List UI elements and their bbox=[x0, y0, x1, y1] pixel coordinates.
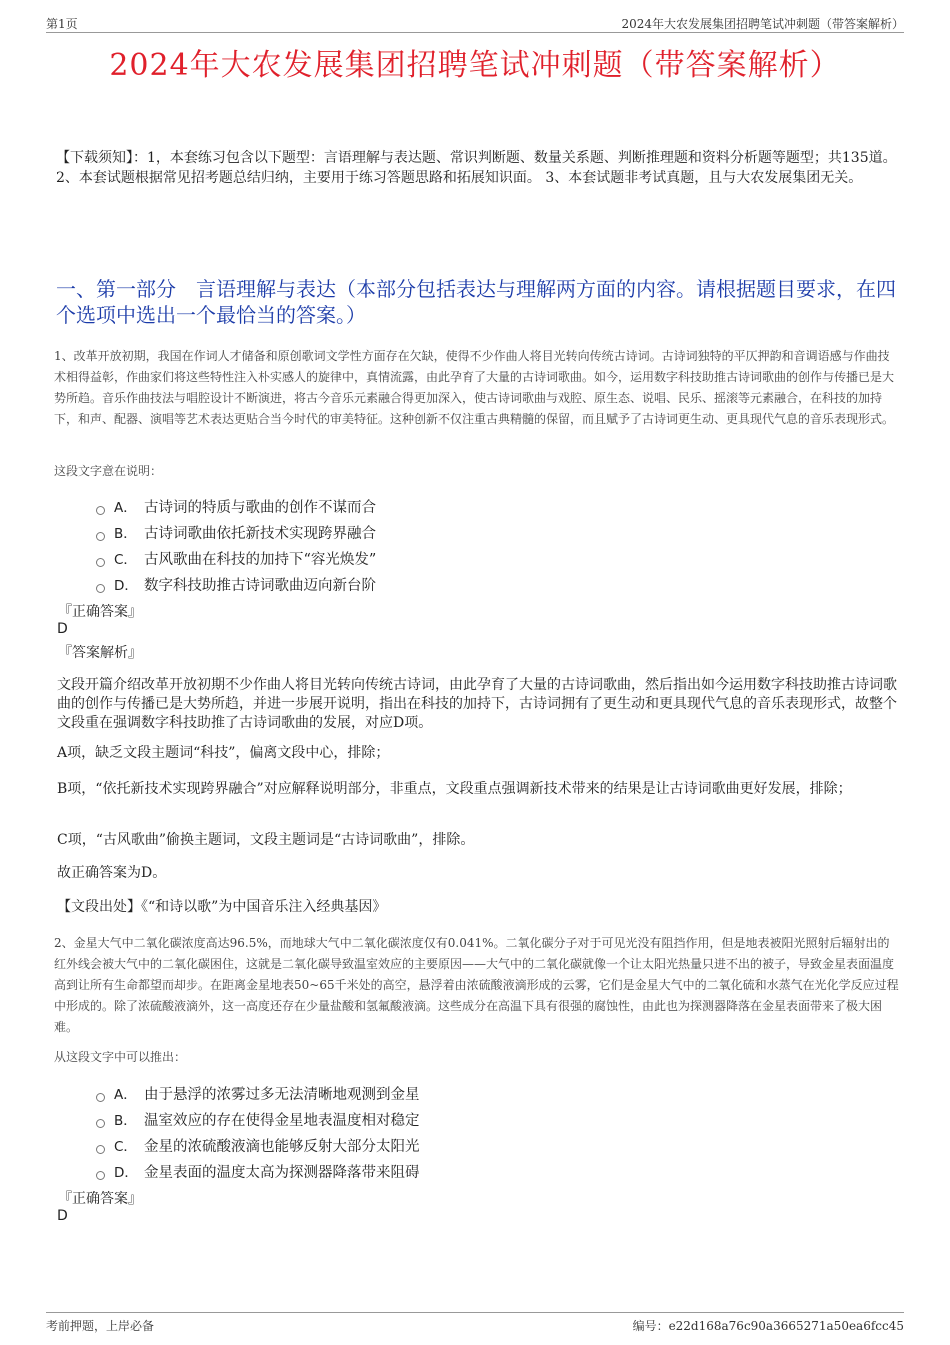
radio-icon[interactable] bbox=[96, 1093, 105, 1102]
option-b[interactable] bbox=[96, 1106, 420, 1132]
option-c[interactable] bbox=[96, 545, 376, 571]
analysis-paragraph: B项，“依托新技术实现跨界融合”对应解释说明部分，非重点，文段重点强调新技术带来的结果是让古诗词歌曲更好发展，排除； bbox=[57, 781, 852, 797]
option-letter: A． bbox=[114, 1087, 137, 1103]
option-letter: D． bbox=[114, 578, 138, 594]
option-text: 古诗词的特质与歌曲的创作不谋而合 bbox=[144, 499, 376, 516]
radio-icon[interactable] bbox=[96, 1171, 105, 1180]
analysis-paragraph: C项，“古风歌曲”偷换主题词，文段主题词是“古诗词歌曲”，排除。 bbox=[57, 832, 475, 848]
option-letter: B． bbox=[114, 1113, 137, 1129]
radio-icon[interactable] bbox=[96, 532, 105, 541]
header-doc-title: 2024年大农发展集团招聘笔试冲刺题（带答案解析） bbox=[621, 17, 904, 31]
page-footer bbox=[46, 1312, 904, 1337]
option-text: 金星的浓硫酸液滴也能够反射大部分太阳光 bbox=[144, 1138, 420, 1155]
option-text: 金星表面的温度太高为探测器降落带来阻碍 bbox=[144, 1164, 420, 1181]
option-d[interactable] bbox=[96, 1158, 420, 1184]
page-number: 第1页 bbox=[46, 17, 78, 31]
answer-label: 『正确答案』 bbox=[58, 604, 142, 620]
answer-value: D bbox=[57, 1208, 68, 1224]
option-letter: C． bbox=[114, 552, 137, 568]
option-text: 古诗词歌曲依托新技术实现跨界融合 bbox=[144, 525, 376, 542]
section-title: 一、第一部分 言语理解与表达（本部分包括表达与理解两方面的内容。请根据题目要求，在四个选项中选出一个最恰当的答案。） bbox=[56, 277, 896, 327]
analysis-paragraph: A项，缺乏文段主题词“科技”，偏离文段中心，排除； bbox=[57, 745, 390, 761]
radio-icon[interactable] bbox=[96, 1119, 105, 1128]
option-text: 由于悬浮的浓雾过多无法清晰地观测到金星 bbox=[144, 1086, 420, 1103]
answer-label: 『正确答案』 bbox=[58, 1191, 142, 1207]
option-text: 数字科技助推古诗词歌曲迈向新台阶 bbox=[144, 577, 376, 594]
option-text: 温室效应的存在使得金星地表温度相对稳定 bbox=[144, 1112, 420, 1129]
analysis-paragraph: 故正确答案为D。 bbox=[57, 865, 167, 881]
question-1-text: 1、改革开放初期，我国在作词人才储备和原创歌词文学性方面存在欠缺，使得不少作曲人将目光转向传统古诗词。古诗词独特的平仄押韵和音调语感与作曲技术相得益彰，作曲家们将这些特性注入朴实感人的旋律中，真情流露，由此孕育了大量的古诗词歌曲。如今，运用数字科技助推古诗词歌曲的创作与传播已是大势所趋。音乐作曲技法与唱腔设计不断演进，将古今音乐元素融合得更加深入，使古诗词歌曲与戏腔、原生态、说唱、民乐、摇滚等元素融合，在科技的加持下，和声、配器、演唱等艺术表达更贴合当今时代的审美特征。这种创新不仅注重古典精髓的保留，而且赋予了古诗词更生动、更具现代气息的音乐表现形式。 bbox=[54, 349, 895, 426]
question-1-prompt: 这段文字意在说明： bbox=[54, 464, 163, 478]
question-1-options bbox=[96, 493, 376, 597]
question-2-options bbox=[96, 1080, 420, 1184]
source-note: 【文段出处】《“和诗以歌”为中国音乐注入经典基因》 bbox=[57, 899, 387, 915]
option-a[interactable] bbox=[96, 493, 376, 519]
footer-serial: 编号：e22d168a76c90a3665271a50ea6fcc45 bbox=[632, 1319, 904, 1333]
option-text: 古风歌曲在科技的加持下“容光焕发” bbox=[144, 551, 377, 568]
option-d[interactable] bbox=[96, 571, 376, 597]
option-letter: C． bbox=[114, 1139, 137, 1155]
option-letter: D． bbox=[114, 1165, 138, 1181]
download-notice: 【下载须知】：1，本套练习包含以下题型：言语理解与表达题、常识判断题、数量关系题、判断推理题和资料分析题等题型；共135道。 2、本套试题根据常见招考题总结归纳，主要用于练习答题思路和拓展知识面。 3、本套试题非考试真题，且与大农发展集团无关。 bbox=[56, 150, 897, 186]
page-header bbox=[46, 12, 904, 33]
radio-icon[interactable] bbox=[96, 584, 105, 593]
footer-slogan: 考前押题，上岸必备 bbox=[46, 1319, 155, 1333]
question-2-prompt: 从这段文字中可以推出： bbox=[54, 1050, 187, 1064]
document-title: 2024年大农发展集团招聘笔试冲刺题（带答案解析） bbox=[109, 48, 841, 83]
radio-icon[interactable] bbox=[96, 506, 105, 515]
option-b[interactable] bbox=[96, 519, 376, 545]
option-c[interactable] bbox=[96, 1132, 420, 1158]
radio-icon[interactable] bbox=[96, 1145, 105, 1154]
question-2-text: 2、金星大气中二氧化碳浓度高达96.5%，而地球大气中二氧化碳浓度仅有0.041%。二氧化碳分子对于可见光没有阻挡作用，但是地表被阳光照射后辐射出的红外线会被大气中的二氧化碳困住，这就是二氧化碳导致温室效应的主要原因——大气中的二氧化碳就像一个让太阳光热量只进不出的被子，导致金星表面温度高到让所有生命都望而却步。在距离金星地表50~65千米处的高空，悬浮着由浓硫酸液滴形成的云雾，它们是金星大气中的二氧化硫和水蒸气在光化学反应过程中形成的。除了浓硫酸液滴外，这一高度还存在少量盐酸和氢氟酸液滴。这些成分在高温下具有很强的腐蚀性，由此也为探测器降落在金星表面带来了极大困难。 bbox=[54, 936, 899, 1034]
option-letter: A． bbox=[114, 500, 137, 516]
answer-value: D bbox=[57, 621, 68, 637]
option-a[interactable] bbox=[96, 1080, 420, 1106]
option-letter: B． bbox=[114, 526, 137, 542]
radio-icon[interactable] bbox=[96, 558, 105, 567]
analysis-label: 『答案解析』 bbox=[58, 645, 142, 661]
analysis-paragraph: 文段开篇介绍改革开放初期不少作曲人将目光转向传统古诗词，由此孕育了大量的古诗词歌曲，然后指出如今运用数字科技助推古诗词歌曲的创作与传播已是大势所趋，并进一步展开说明，指出在科技的加持下，古诗词拥有了更生动和更具现代气息的音乐表现形式，故整个文段重在强调数字科技助推了古诗词歌曲的发展，对应D项。 bbox=[57, 677, 897, 731]
